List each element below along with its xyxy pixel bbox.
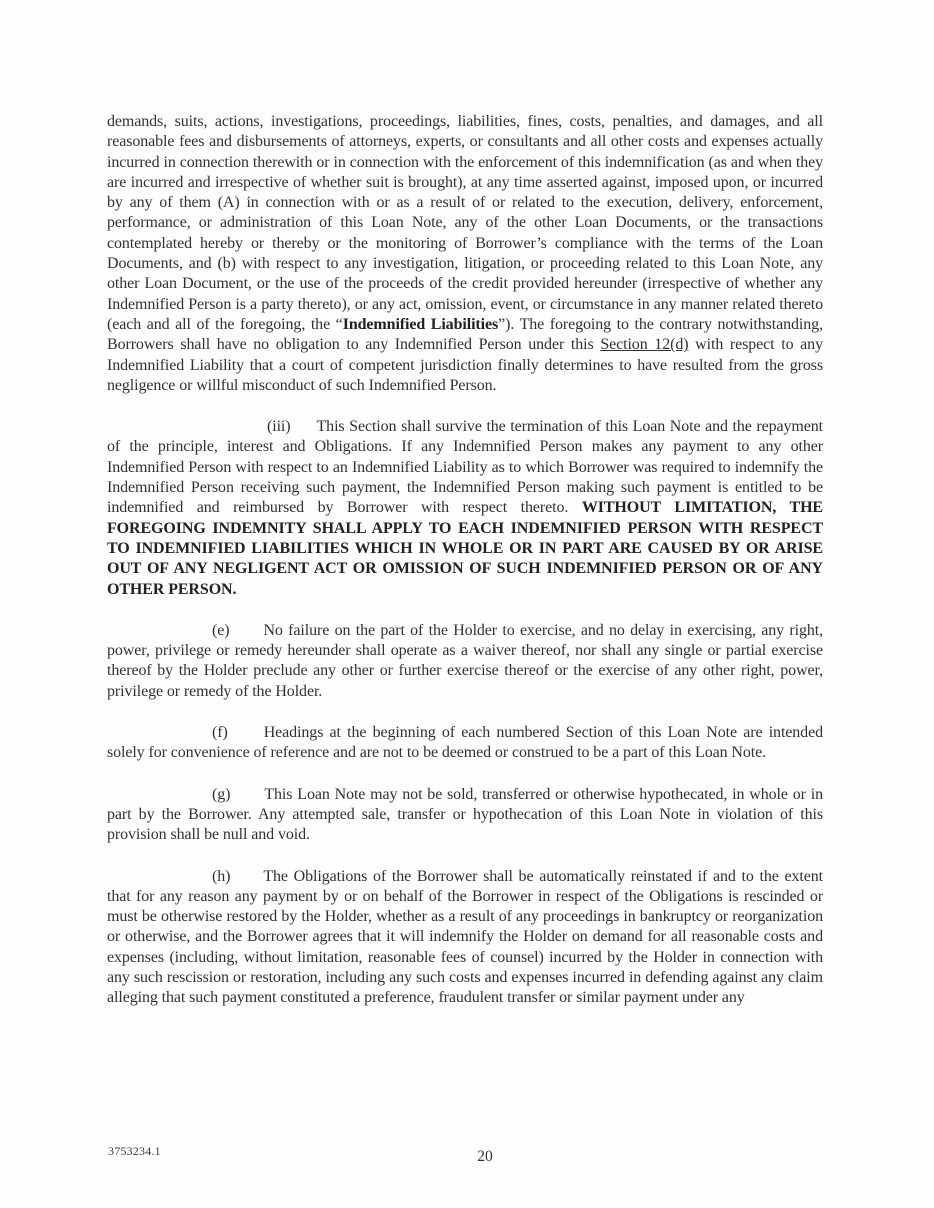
text-run: Indemnified Liabilities: [342, 315, 499, 333]
text-run: This Loan Note may not be sold, transferred or otherwise hypothecated, in whole or in part by the Borrower. Any attempted sale, transfer or hypothecation of this Loan Note in violation of this provision shall be null and void.: [107, 785, 823, 844]
text-run: This Section shall survive the termination of this Loan Note and the repayment of the principle, interest and Obligations. If any Indemnified Person makes any payment to any other Indemnified Person with respect to an Indemnified Liability as to which Borrower was required to indemnify the Indemnified Person receiving such payment, the Indemnified Person making such payment is entitled to be indemnified and reimbursed by Borrower with respect thereto.: [107, 418, 823, 517]
paragraph-f-headings: [107, 723, 823, 764]
paragraph-iii-survival: [107, 417, 823, 600]
tab-spacer: [230, 880, 263, 881]
tab-spacer: [291, 430, 317, 431]
paragraph-g-no-transfer: [107, 785, 823, 846]
paragraph-e-no-waiver: [107, 621, 823, 702]
tab-spacer: [230, 798, 264, 799]
paragraph-label: (e): [212, 621, 230, 639]
footer-page-number: 20: [477, 1148, 493, 1165]
paragraph-h-reinstatement: [107, 867, 823, 1009]
paragraph-label: (f): [212, 724, 228, 742]
text-run: WITHOUT LIMITATION, THE FOREGOING INDEMNITY SHALL APPLY TO EACH INDEMNIFIED PERSON WITH RESPECT TO INDEMNIFIED LIABILITIES WHICH IN WHOLE OR IN PART ARE CAUSED BY OR ARISE OUT OF ANY NEGLIGENT ACT OR OMISSION OF SUCH INDEMNIFIED PERSON OR OF ANY OTHER PERSON.: [107, 499, 823, 598]
document-body: [107, 112, 823, 1009]
text-run: No failure on the part of the Holder to exercise, and no delay in exercising, any right, power, privilege or remedy hereunder shall operate as a waiver thereof, nor shall any single or partial exercise thereof by the Holder preclude any other or further exercise thereof or the exercise of any other right, power, privilege or remedy of the Holder.: [107, 621, 823, 700]
paragraph-label: (g): [212, 785, 231, 803]
text-run: ”). The foregoing to the contrary notwithstanding, Borrowers shall have no obligation to any Indemnified Person under this: [107, 315, 823, 354]
paragraph-indemnification-continuation: [107, 112, 823, 396]
tab-spacer: [229, 634, 263, 635]
text-run: demands, suits, actions, investigations, proceedings, liabilities, fines, costs, penalties, and damages, and all reasonable fees and disbursements of attorneys, experts, or consultants and all other costs and expenses actually incurred in connection therewith or in connection with the enforcement of this indemnification (as and when they are incurred and irrespective of whether suit is brought), at any time asserted against, imposed upon, or incurred by any of them (A) in connection with or as a result of or related to the execution, delivery, enforcement, performance, or administration of this Loan Note, any of the other Loan Documents, or the transactions contemplated hereby or thereby or the monitoring of Borrower’s compliance with the terms of the Loan Documents, and (b) with respect to any investigation, litigation, or proceeding related to this Loan Note, any other Loan Document, or the use of the proceeds of the credit provided hereunder (irrespective of whether any Indemnified Person is a party thereto), or any act, omission, event, or circumstance in any manner related thereto (each and all of the foregoing, the “: [107, 113, 823, 333]
footer-doc-number: 3753234.1: [108, 1144, 161, 1158]
paragraph-label: (iii): [267, 418, 291, 436]
paragraph-label: (h): [212, 867, 231, 885]
tab-spacer: [228, 736, 264, 737]
text-run: Headings at the beginning of each numbered Section of this Loan Note are intended solely for convenience of reference and are not to be deemed or construed to be a part of this Loan Note.: [107, 724, 823, 762]
text-run: The Obligations of the Borrower shall be automatically reinstated if and to the extent that for any reason any payment by or on behalf of the Borrower in respect of the Obligations is rescinded or must be otherwise restored by the Holder, whether as a result of any proceedings in bankruptcy or reorganization or otherwise, and the Borrower agrees that it will indemnify the Holder on demand for all reasonable costs and expenses (including, without limitation, reasonable fees of counsel) incurred by the Holder in connection with any such rescission or restoration, including any such costs and expenses incurred in defending against any claim alleging that such payment constituted a preference, fraudulent transfer or similar payment under any: [107, 867, 823, 1007]
text-run: with respect to any Indemnified Liability that a court of competent jurisdiction finally determines to have resulted from the gross negligence or willful misconduct of such Indemnified Person.: [107, 336, 823, 394]
text-run: Section 12(d): [600, 336, 689, 354]
